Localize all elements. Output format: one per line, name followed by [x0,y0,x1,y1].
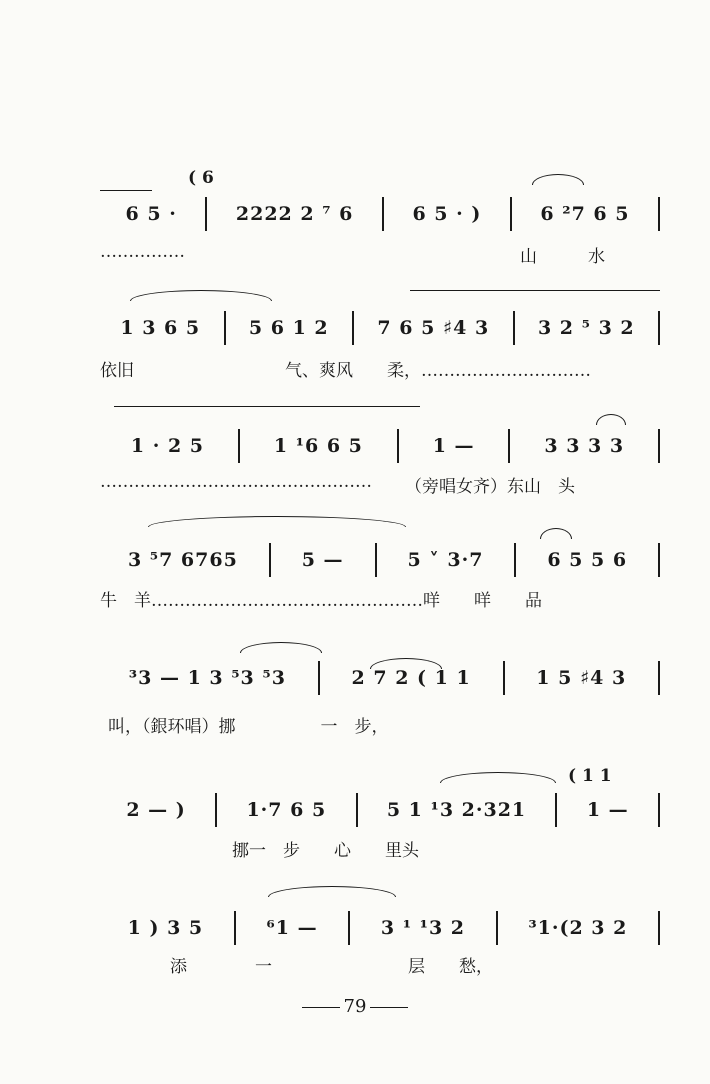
measure: 5 1 ¹3 2·321 [386,799,527,821]
slur [148,516,406,527]
slur [532,174,584,185]
measure: 1 3 6 5 [120,317,201,339]
barline [658,429,660,463]
notes-row [100,426,660,466]
system-6-marker: ( 1 1 [568,766,612,786]
lyric: 山 水 [520,247,605,267]
lyric: （旁唱女齐）东山 头 [405,477,575,497]
barline [658,793,660,827]
measure: 5 — [301,549,344,571]
measure: ⁶1 — [266,917,318,939]
slur [268,886,396,897]
tie-line [100,190,152,191]
measure: ³3 — 1 3 ⁵3 ⁵3 [128,667,286,689]
rule [302,1007,340,1008]
measure: 6 5 5 6 [547,549,628,571]
page-number [0,996,710,1017]
measure: 1·7 6 5 [246,799,327,821]
notes-row [100,194,660,234]
lyric: ………………………………………… [100,472,372,492]
measure: 3 ⁵7 6765 [127,549,238,571]
lyric-row [100,472,660,496]
slur [130,290,272,301]
lyric: 添 一 层 愁， [170,957,493,977]
slur [440,772,556,783]
measure: 1 — [432,435,475,457]
lyric: 气、爽风 柔，………………………… [285,361,591,381]
measure: 5 ˅ 3·7 [407,549,484,571]
measure: 2 — ) [126,799,186,821]
lyric: 叫，（銀环唱）挪 一 步， [108,717,389,737]
measure: 7 6 5 ♯4 3 [377,317,490,339]
slur [240,642,322,653]
measure: 1 ¹6 6 5 [273,435,363,457]
measure: ³1·(2 3 2 [528,917,628,939]
barline [658,197,660,231]
measure: 2222 2 ⁷ 6 [235,203,354,225]
lyric-row [100,242,660,266]
measure: 1 ) 3 5 [127,917,204,939]
lyric: 挪一 步 心 里头 [232,841,419,861]
measure: 1 · 2 5 [130,435,205,457]
lyric: …………… [100,242,185,262]
measure: 6 5 · ) [412,203,482,225]
measure: 1 — [586,799,629,821]
measure: 6 ²7 6 5 [540,203,630,225]
system-1-marker: ( 6 [188,168,214,188]
barline [658,911,660,945]
lyric-row [100,952,660,976]
lyric-row [100,712,660,736]
notes-row [100,790,660,830]
barline [658,311,660,345]
notes-row [100,540,660,580]
measure: 2 7 2 ( 1 1 [351,667,471,689]
measure: 6 5 · [125,203,177,225]
notes-row [100,308,660,348]
lyric-row [100,586,660,610]
notes-row [100,658,660,698]
barline [658,543,660,577]
measure: 3 2 ⁵ 3 2 [537,317,635,339]
lyric-row [100,356,660,380]
barline [658,661,660,695]
lyric: 依旧 [100,361,134,381]
slur [596,414,626,425]
rule [370,1007,408,1008]
lyric-row [100,836,660,860]
notes-row [100,908,660,948]
measure: 1 5 ♯4 3 [536,667,627,689]
tie-line [114,406,420,407]
slur [540,528,572,539]
lyric: 牛 羊…………………………………………咩 咩 品 [100,591,542,611]
page-number-text: 79 [343,996,367,1017]
measure: 3 3 3 3 [544,435,625,457]
tie-line [410,290,660,291]
measure: 5 6 1 2 [248,317,329,339]
measure: 3 ¹ ¹3 2 [380,917,466,939]
